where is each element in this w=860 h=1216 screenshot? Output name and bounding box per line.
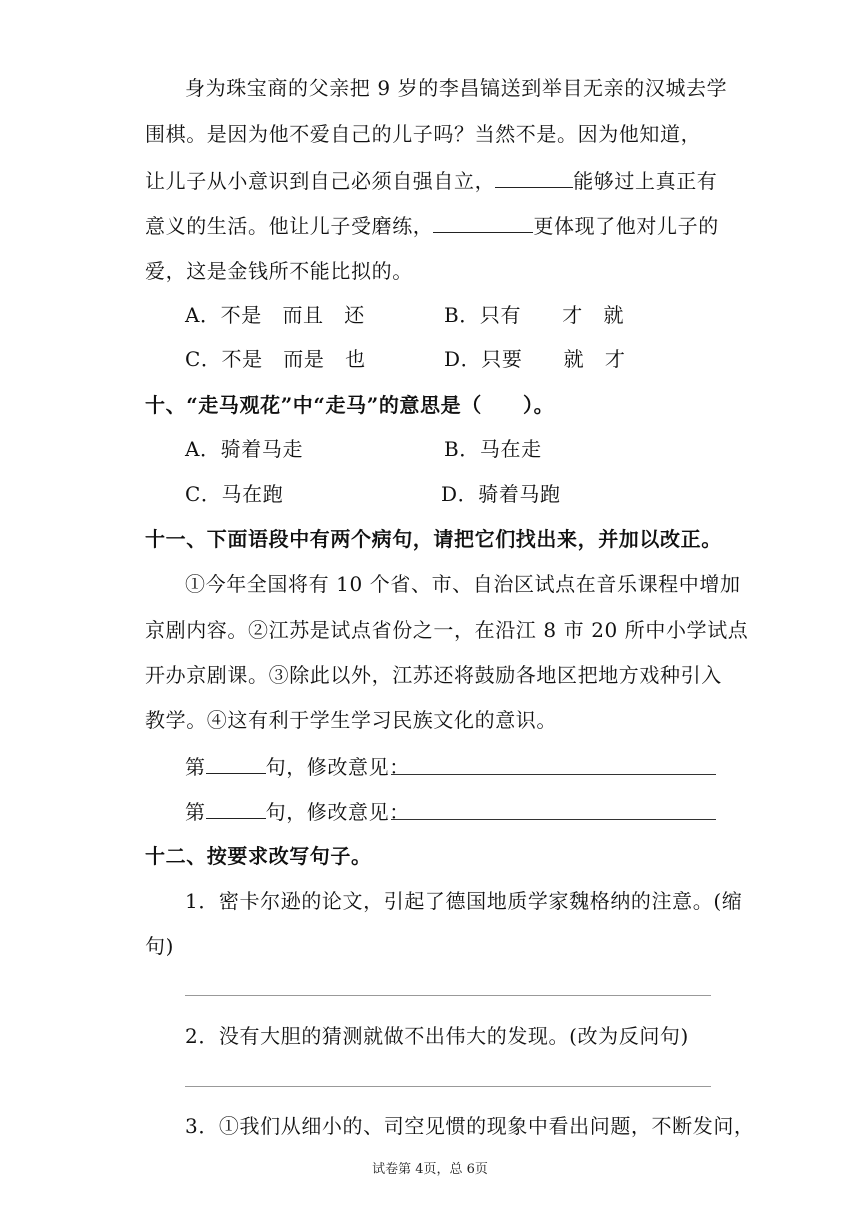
q10-option-c[interactable]: C．马在跑	[185, 482, 284, 506]
q11-paragraph-line-1: ①今年全国将有 10 个省、市、自治区试点在音乐课程中增加	[185, 572, 741, 596]
page-footer: 试卷第 4页，总 6页	[372, 1162, 488, 1177]
q11-answer-row-1	[185, 753, 410, 780]
passage-line-4-text-a: 意义的生活。他让儿子受磨练，	[145, 214, 434, 238]
passage-line-3-text-a: 让儿子从小意识到自己必须自强自立，	[145, 169, 496, 193]
passage-line-4-text-b: 更体现了他对儿子的	[533, 214, 719, 238]
q10-option-a[interactable]: A．骑着马走	[185, 437, 304, 461]
passage-line-4	[145, 212, 719, 239]
answer-line-item-1[interactable]	[185, 995, 711, 996]
fill-blank-2[interactable]	[433, 212, 533, 233]
q12-item-3: 3．①我们从细小的、司空见惯的现象中看出问题，不断发问，	[185, 1114, 755, 1138]
q12-item-2: 2．没有大胆的猜测就做不出伟大的发现。(改为反问句)	[185, 1024, 689, 1048]
q10-option-b[interactable]: B．马在走	[444, 437, 542, 461]
answer-line-item-2[interactable]	[185, 1086, 711, 1087]
passage-line-2: 围棋。是因为他不爱自己的儿子吗？当然不是。因为他知道，	[145, 122, 702, 146]
question-10-heading: 十、“走马观花”中“走马”的意思是（ ）。	[145, 393, 555, 417]
q12-item-1-line-1: 1．密卡尔逊的论文，引起了德国地质学家魏格纳的注意。(缩	[185, 889, 743, 913]
passage-line-3-text-b: 能够过上真正有	[573, 169, 718, 193]
q9-option-d[interactable]: D．只要 就 才	[444, 347, 626, 371]
revision-answer-line-2[interactable]	[391, 819, 716, 820]
revision-answer-line-1[interactable]	[391, 774, 716, 775]
sentence-number-blank-2[interactable]	[206, 798, 266, 819]
q9-option-c[interactable]: C．不是 而是 也	[185, 347, 366, 371]
q9-option-b[interactable]: B．只有 才 就	[444, 303, 625, 327]
answer-label: 句，修改意见：	[265, 755, 410, 779]
sentence-number-blank-1[interactable]	[206, 753, 266, 774]
q11-paragraph-line-2: 京剧内容。②江苏是试点省份之一，在沿江 8 市 20 所中小学试点	[145, 618, 749, 642]
q11-answer-row-2	[185, 798, 410, 825]
answer-prefix: 第	[185, 755, 206, 779]
passage-line-3	[145, 167, 717, 194]
passage-line-5: 爱，这是金钱所不能比拟的。	[145, 259, 413, 283]
q11-paragraph-line-4: 教学。④这有利于学生学习民族文化的意识。	[145, 708, 557, 732]
fill-blank-1[interactable]	[495, 167, 573, 188]
q12-item-1-line-2: 句)	[145, 934, 175, 958]
question-12-heading: 十二、按要求改写句子。	[145, 844, 372, 868]
question-11-heading: 十一、下面语段中有两个病句，请把它们找出来，并加以改正。	[145, 527, 722, 551]
q9-option-a[interactable]: A．不是 而且 还	[185, 303, 365, 327]
passage-line-1: 身为珠宝商的父亲把 9 岁的李昌镐送到举目无亲的汉城去学	[185, 76, 728, 100]
q11-paragraph-line-3: 开办京剧课。③除此以外，江苏还将鼓励各地区把地方戏种引入	[145, 663, 722, 687]
q10-option-d[interactable]: D．骑着马跑	[441, 482, 561, 506]
answer-prefix: 第	[185, 800, 206, 824]
answer-label: 句，修改意见：	[265, 800, 410, 824]
